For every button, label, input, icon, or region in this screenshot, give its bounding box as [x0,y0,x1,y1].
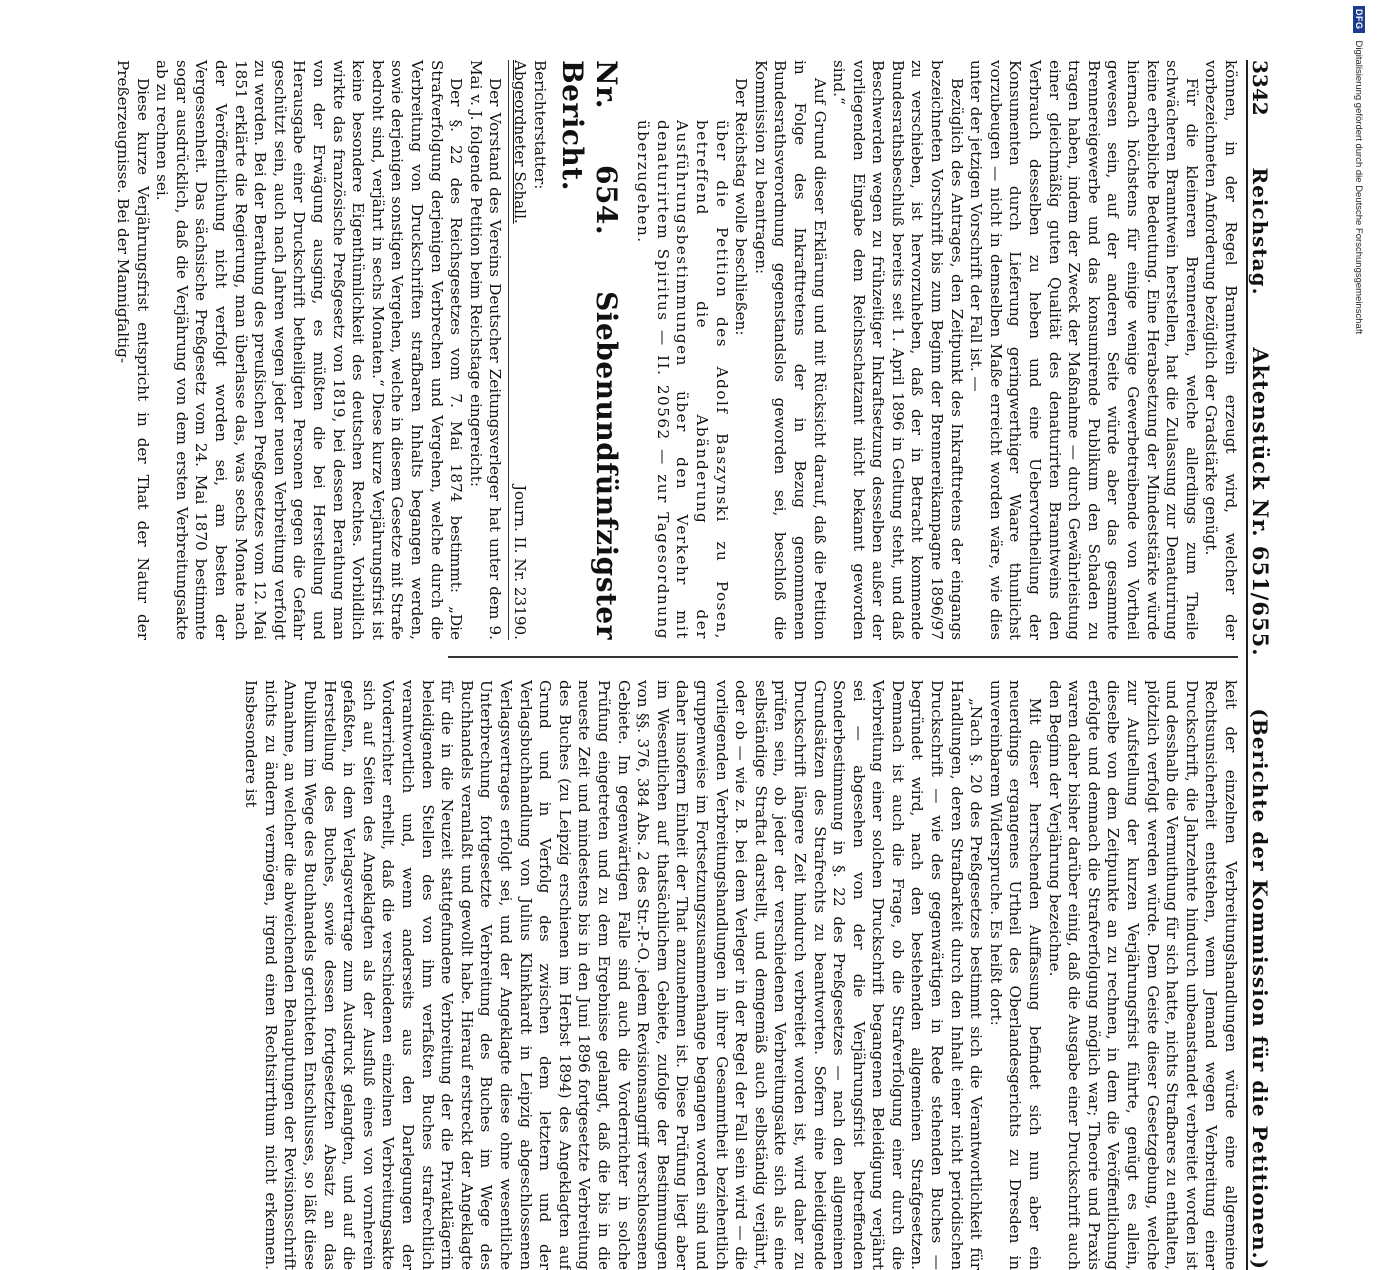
paragraph: Mit dieser herrschenden Auffassung befindet sich nun aber ein neuerdings ergangenes Urtheil des Oberlandesgerichts zu Dresden in unvereinbarem Widerspruche. Es heißt dort: [986,680,1045,1270]
header-document-number: Aktenstück Nr. 651/655. [1248,347,1273,657]
credit-text: Digitalisierung gefördert durch die Deutsche Forschungsgemeinschaft [1353,40,1365,335]
column-right [242,680,1240,1270]
rapporteur-line [508,60,548,640]
column-left [114,60,1240,640]
header-reichstag: Reichstag. [1248,167,1272,296]
paragraph: keit der einzelnen Verbreitungshandlungen würde eine allgemeine Rechtsunsicherheit entstehen, wenn Jemand wegen Verbreitung einer Druckschrift, die Jahrzehnte hindurch unbeanstandet verbreitet worden ist und desshalb die Vermuthung für sich hatte, nichts Strafbares zu enthalten, plötzlich verfolgt werden würde. Dem Geiste dieser Gesetzgebung, welche zur Aufstellung der kurzen Verjährungsfrist führte, genügt es allein, dieselbe von dem Zeitpunkte an zu rechnen, in dem die Veröffentlichung erfolgte und demnach die Strafverfolgung möglich war; Theorie und Praxis waren daher bisher darüber einig, daß die Ausgabe einer Druckschrift auch den Beginn der Verjährung bezeichne. [1045,680,1240,1270]
paragraph: Der §. 22 des Reichsgesetzes vom 7. Mai 1874 bestimmt: „Die Strafverfolgung derjenigen Verbrechen und Vergehen, welche durch die Verbreitung von Druckschriften strafbaren Inhalts begangen werden, sowie derjenigen sonstigen Vergehen, welche in diesem Gesetze mit Strafe bedroht sind, verjährt in sechs Monaten.“ Diese kurze Verjährungsfrist ist keine besondere Eigenthümlichkeit des deutschen Rechtes. Vorbildlich wirkte das französische Preßgesetz von 1819, bei dessen Berathung man von der Erwägung ausging, es müßten die bei Herstellung und Herausgabe einer Druckschrift betheiligten Personen gegen die Gefahr geschützt sein, auch nach Jahren wegen jeder neuen Verbreitung verfolgt zu werden. Bei der Berathung des preußischen Preßgesetzes vom 12. Mai 1851 erklärte die Regierung, man überlasse das, was sechs Monate nach der Veröffentlichung nicht verfolgt worden sei, am besten der Vergessenheit. Das sächsische Preßgesetz vom 24. Mai 1870 bestimmte sogar ausdrücklich, daß die Verjährung von dem ersten Verbreitungsakte ab zu rechnen sei. [153,60,466,640]
paragraph: Der Vorstand des Vereins Deutscher Zeitungsverleger hat unter dem 9. Mai v. J. folgende Petition beim Reichstage eingereicht: [466,60,505,640]
quoted-judgment: „Nach §. 20 des Preßgesetzes bestimmt sich die Verantwortlichkeit für Handlungen, deren Strafbarkeit durch den Inhalt einer nicht periodischen Druckschrift — wie des gegenwärtigen in Rede stehenden Buches — begründet wird, nach den bestehenden allgemeinen Strafgesetzen. Demnach ist auch die Frage, ob die Strafverfolgung einer durch die Verbreitung einer solchen Druckschrift begangenen Beleidigung verjährt sei — abgesehen von der die Verjährungsfrist betreffenden Sonderbestimmung in §. 22 des Preßgesetzes — nach den allgemeinen Grundsätzen des Strafrechts zu beantworten. Sofern eine beleidigende Druckschrift längere Zeit hindurch verbreitet worden ist, wird daher zu prüfen sein, ob jeder der verschiedenen Verbreitungsakte sich als eine selbständige Straftat darstellt, und demgemäß auch selbständig verjährt, oder ob — wie z. B. bei dem Verleger in der Regel der Fall sein wird — die vorliegenden Verbreitungshandlungen in ihrer Gesammtheit beziehentlich gruppenweise im Fortsetzungszusammenhange begangen worden sind und daher insofern Einheit der That anzunehmen ist. Diese Prüfung liegt aber im Wesentlichen auf thatsächlichem Gebiete, zufolge der Bestimmungen von §§. 376, 384 Abs. 2 des Str.-P.-O. jedem Revisionsangriff verschlossenen Gebiete. Im gegenwärtigen Falle sind auch die Vorderrichter in solche Prüfung eingetreten und zu dem Ergebnisse gelangt, daß die bis in die neueste Zeit und mindestens bis in den Juni 1896 fortgesetzte Verbreitung des Buches (zu Leipzig erschienen im Herbst 1894) des Angeklagten auf Grund und in Verfolg des zwischen dem letztern und der Verlagsbuchhandlung von Julius Klinkhardt in Leipzig abgeschlossenen Verlagsvertrages erfolgt sei, und der Angeklagte diese ohne wesentliche Unterbrechung fortgesetzte Verbreitung des Buches im Wege des Buchhandels veranlaßt und gewollt habe. Hierauf erstreckt der Angeklagte für die in die Neuzeit stattgefundene Verbreitung der die Privatklägerin beleidigenden Stellen des von ihm verfaßten Buches strafrechtlich verantwortlich und, wenn anderseits aus den Darlegungen der Vorderrichter erhellt, daß die verschiedenen einzelnen Verbreitungsakte sich auf Seiten des Angeklagten als der Ausfluß eines von vornherein gefaßten, in dem Verlagsvertrage zum Ausdruck gelangten, und auf die Herstellung des Buches, sowie dessen fortgesetzten Absatz an das Publikum im Wege des Buchhandels gerichteten Entschlusses, so läßt diese Annahme, an welcher die abweichenden Behauptungen der Revisionsschrift nichts zu ändern vermögen, irgend einen Rechtsirrthum nicht erkennen. Insbesondere ist [242,680,986,1270]
header-section: (Berichte der Kommission für die Petitionen.) [1248,708,1272,1270]
page-number: 3342 [1248,60,1272,116]
paragraph: Diese kurze Verjährungsfrist entspricht in der That der Natur der Preßerzeugnisse. Bei der Mannigfaltig- [114,60,152,640]
page-header [1246,60,1288,1270]
paragraph: Auf Grund dieser Erklärung und mit Rücksicht darauf, daß die Petition in Folge des Inkrafttretens der in Bezug genommenen Bundesrathsverordnung gegenstandslos geworden sei, beschloß die Kommission zu beantragen: [751,60,829,640]
paragraph: Der Reichstag wolle beschließen: [732,78,751,336]
section-title: Nr. 654. Siebenundfünfzigster Bericht. [555,60,623,640]
rapporteur-name: Abgeordneter Schall. [511,60,529,224]
dfg-logo: DFG [1353,6,1365,33]
rapporteur-block [509,60,548,224]
rapporteur-label: Berichterstatter: [530,60,549,190]
column-divider [448,656,1238,658]
paragraph: können, in der Regel Branntwein erzeugt wird, welcher der vorbezeichneten Anforderung bezüglich der Gradstärke genügt. [1202,60,1240,640]
rotated-document [20,20,1310,1270]
journal-number: Journ. II. Nr. 23190. [511,484,529,640]
digitization-credit [1339,0,1379,1000]
paragraph: Für die kleineren Brennereien, welche allerdings zum Theile schwächeren Branntwein herstellen, hat die Zulassung zur Denaturirung keine erhebliche Bedeutung. Eine Herabsetzung der Mindeststärke würde hiernach höchstens für einige wenige Gewerbetreibende von Vortheil gewesen sein, auf der anderen Seite würde aber das gesammte Brennereigewerbe und das konsumirende Publikum den Schaden zu tragen haben, indem der Zweck der Maßnahme — durch Gewährleistung einer gleichmäßig guten Qualität des denaturirten Branntweins den Verbrauch desselben zu heben und eine Uebervortheilung der Konsumenten durch Lieferung geringwerthiger Waare thunlichst vorzubeugen — nicht in demselben Maße erreicht worden wäre, wie dies unter der jetzigen Vorschrift der Fall ist. — [967,60,1201,640]
paragraph: Bezüglich des Antrages, den Zeitpunkt des Inkrafttretens der eingangs bezeichneten Vorschrift bis zum Beginn der Brennereikampagne 1896/97 zu verschieben, ist hervorzuheben, daß der in Betracht kommende Bundesrathsbeschluß bereits seit 1. April 1896 in Geltung steht, und daß Beschwerden wegen zu frühzeitiger Inkraftsetzung desselben außer der vorliegenden Eingabe dem Reichsschatzamt nicht bekannt geworden sind.“ [830,60,966,640]
resolution-text: über die Petition des Adolf Baszynski zu Posen, betreffend die Abänderung der Ausführungsbestimmungen über den Verkehr mit denaturirtem Spiritus — II. 20562 — zur Tagesordnung überzugehen. [634,120,731,640]
